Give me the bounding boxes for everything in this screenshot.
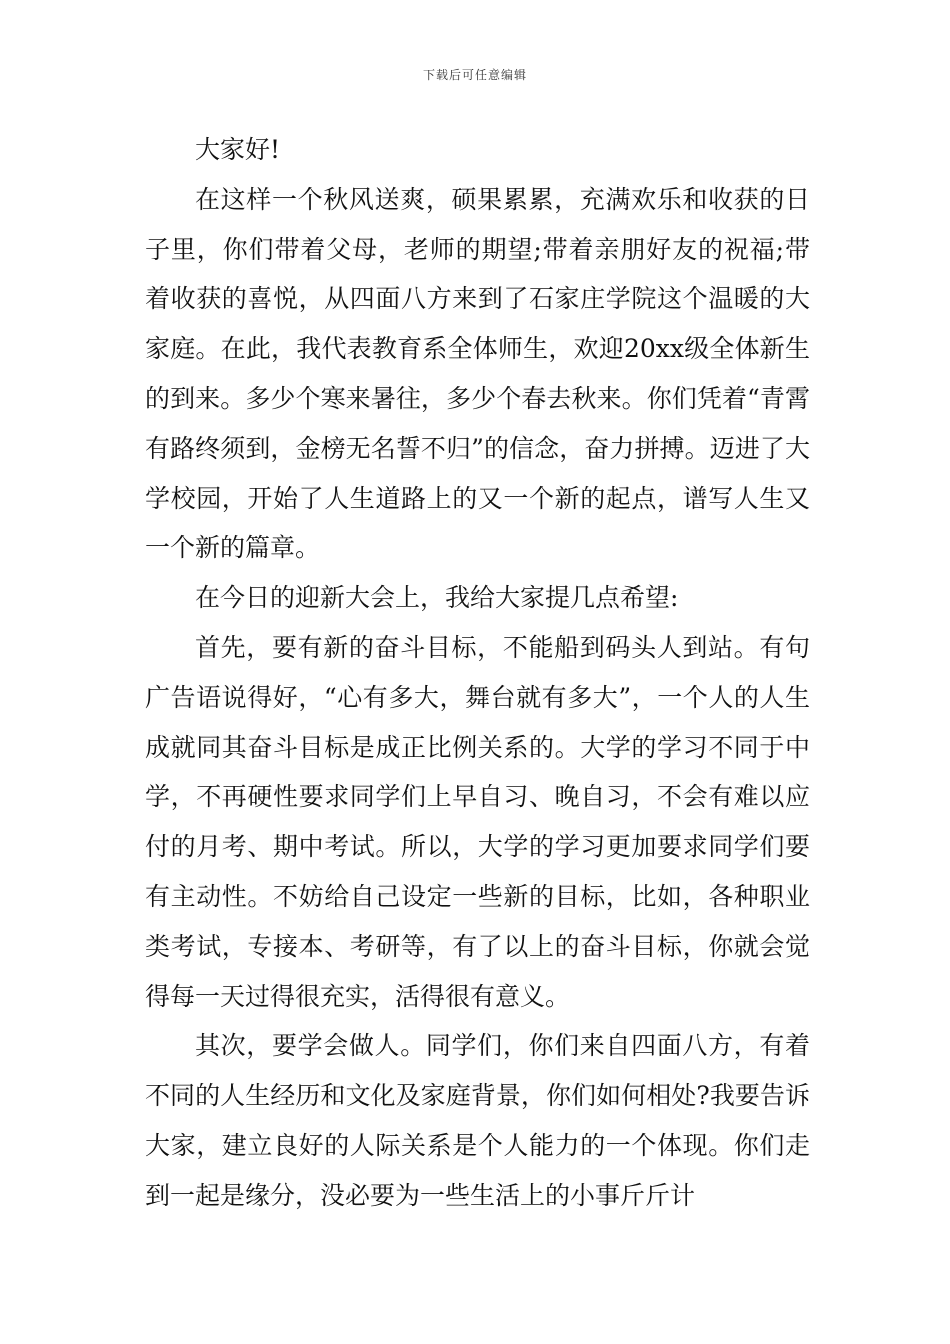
paragraph-greeting: 大家好! <box>195 135 281 164</box>
paragraph-welcome: 在这样一个秋风送爽，硕果累累，充满欢乐和收获的日子里，你们带着父母，老师的期望;带着亲朋好友的祝福;带着收获的喜悦，从四面八方来到了石家庄学院这个温暖的大家庭。在此，我代表教育系全体师生，欢迎20xx级全体新生的到来。多少个寒来暑往，多少个春去秋来。你们凭着“青霄有路终须到，金榜无名誓不归”的信念，奋力拼搏。迈进了大学校园，开始了人生道路上的又一个新的起点，谱写人生又一个新的篇章。 <box>145 184 810 563</box>
paragraph-first-hope: 首先，要有新的奋斗目标，不能船到码头人到站。有句广告语说得好，“心有多大，舞台就有多大”，一个人的人生成就同其奋斗目标是成正比例关系的。大学的学习不同于中学，不再硬性要求同学们上早自习、晚自习，不会有难以应付的月考、期中考试。所以，大学的学习更加要求同学们要有主动性。不妨给自己设定一些新的目标，比如，各种职业类考试，专接本、考研等，有了以上的奋斗目标，你就会觉得每一天过得很充实，活得很有意义。 <box>145 632 810 1011</box>
paragraph-hopes-intro: 在今日的迎新大会上，我给大家提几点希望: <box>195 583 679 613</box>
paragraph-second-hope: 其次，要学会做人。同学们，你们来自四面八方，有着不同的人生经历和文化及家庭背景，你们如何相处?我要告诉大家，建立良好的人际关系是个人能力的一个体现。你们走到一起是缘分，没必要为一些生活上的小事斤斤计 <box>145 1031 810 1210</box>
page-header: 下载后可任意编辑 <box>422 68 527 82</box>
document-body <box>145 125 810 1221</box>
